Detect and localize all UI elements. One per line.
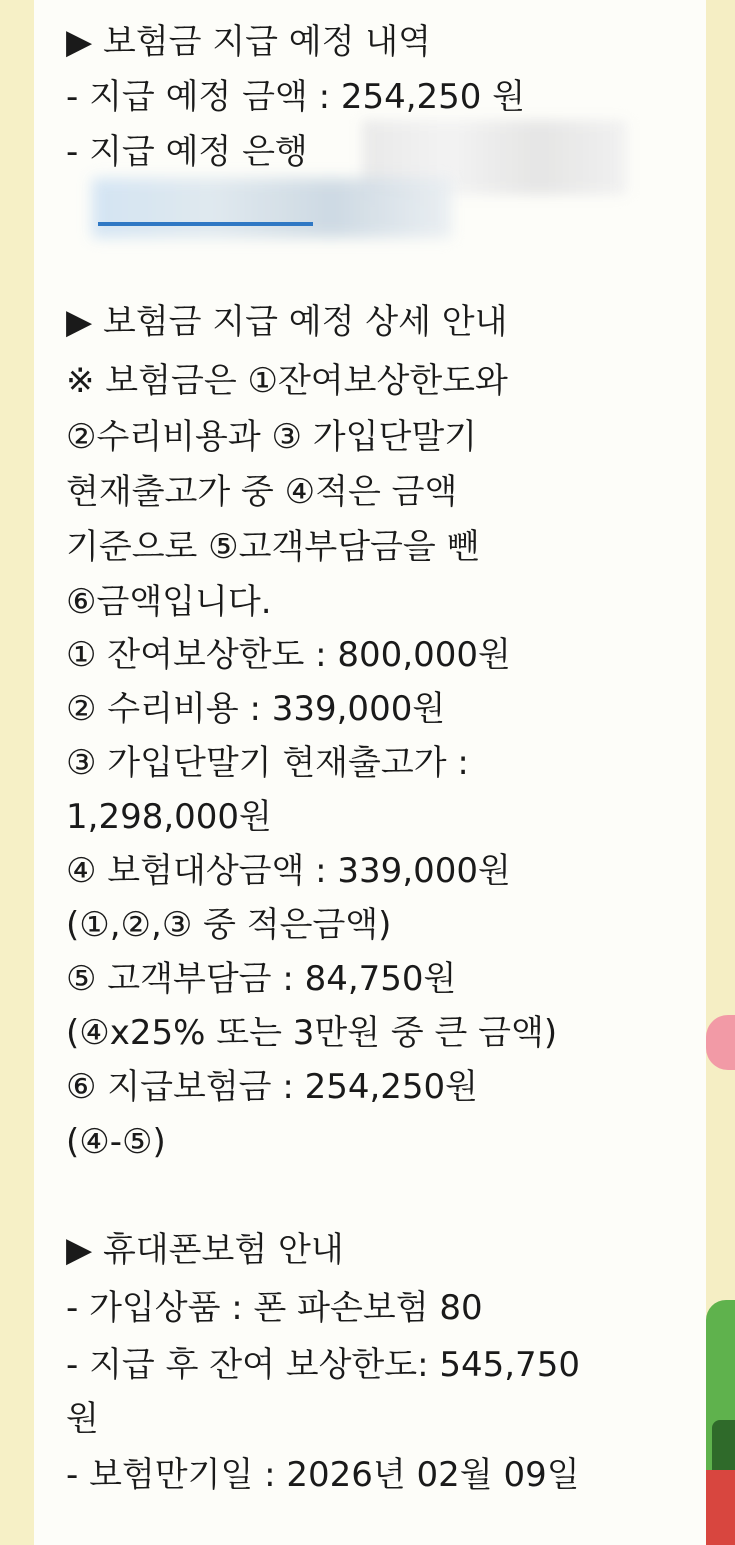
section-heading-details: ▶ 보험금 지급 예정 상세 안내 bbox=[66, 302, 508, 342]
character-decoration-base bbox=[706, 1470, 735, 1545]
section-heading-payment: ▶ 보험금 지급 예정 내역 bbox=[66, 22, 431, 62]
detail-line: ②수리비용과 ③ 가입단말기 bbox=[66, 417, 478, 457]
customer-charge-note: (④x25% 또는 3만원 중 큰 금액) bbox=[66, 1013, 558, 1053]
sticker-decoration bbox=[706, 1015, 735, 1070]
insured-amount-note: (①,②,③ 중 적은금액) bbox=[66, 905, 392, 945]
expiry-date-line: - 보험만기일 : 2026년 02월 09일 bbox=[66, 1455, 580, 1495]
detail-line: 기준으로 ⑤고객부담금을 뺀 bbox=[66, 527, 480, 567]
device-price-line: ③ 가입단말기 현재출고가 : bbox=[66, 743, 469, 783]
remaining-limit-after-unit: 원 bbox=[66, 1399, 99, 1439]
detail-line: ⑥금액입니다. bbox=[66, 582, 272, 622]
detail-line: 현재출고가 중 ④적은 금액 bbox=[66, 472, 458, 512]
detail-line: ※ 보험금은 ①잔여보상한도와 bbox=[66, 361, 508, 401]
redacted-link bbox=[92, 178, 452, 238]
product-line: - 가입상품 : 폰 파손보험 80 bbox=[66, 1288, 483, 1328]
repair-cost-line: ② 수리비용 : 339,000원 bbox=[66, 689, 446, 729]
remaining-limit-after-line: - 지급 후 잔여 보상한도: 545,750 bbox=[66, 1345, 580, 1385]
insured-amount-line: ④ 보험대상금액 : 339,000원 bbox=[66, 851, 511, 891]
payout-note: (④-⑤) bbox=[66, 1122, 166, 1162]
device-price-value: 1,298,000원 bbox=[66, 797, 272, 837]
remaining-limit-line: ① 잔여보상한도 : 800,000원 bbox=[66, 635, 511, 675]
customer-charge-line: ⑤ 고객부담금 : 84,750원 bbox=[66, 959, 457, 999]
section-heading-insurance: ▶ 휴대폰보험 안내 bbox=[66, 1230, 344, 1270]
link-underline[interactable] bbox=[98, 222, 313, 226]
payment-bank-line: - 지급 예정 은행 bbox=[66, 132, 308, 172]
payment-amount-line: - 지급 예정 금액 : 254,250 원 bbox=[66, 77, 526, 117]
payout-line: ⑥ 지급보험금 : 254,250원 bbox=[66, 1067, 479, 1107]
character-decoration-shadow bbox=[712, 1420, 735, 1470]
